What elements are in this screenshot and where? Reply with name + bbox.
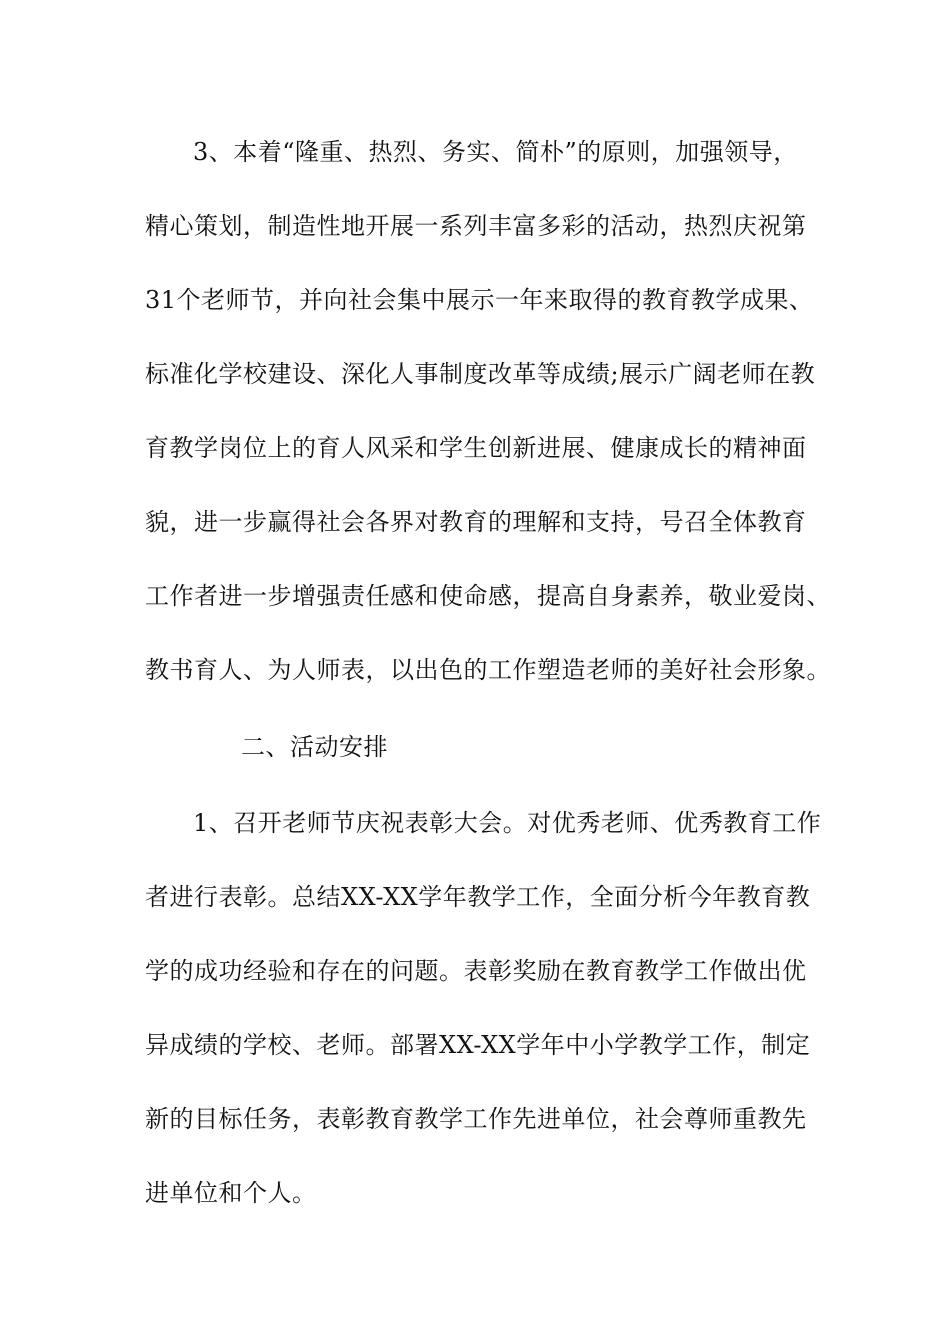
paragraph-3-line-3: 31个老师节，并向社会集中展示一年来取得的教育教学成果、 (145, 286, 814, 314)
paragraph-3-line-7: 工作者进一步增强责任感和使命感，提高自身素养，敬业爱岗、 (145, 582, 831, 610)
paragraph-1-line-4: 异成绩的学校、老师。部署XX-XX学年中小学教学工作，制定 (145, 1031, 811, 1059)
paragraph-3-line-4: 标准化学校建设、深化人事制度改革等成绩;展示广阔老师在教 (145, 360, 816, 388)
paragraph-1-line-3: 学的成功经验和存在的问题。表彰奖励在教育教学工作做出优 (145, 957, 807, 985)
paragraph-3-line-1: 3、本着“隆重、热烈、务实、简朴”的原则，加强领导， (193, 138, 798, 166)
paragraph-3-line-6: 貌，进一步赢得社会各界对教育的理解和支持，号召全体教育 (145, 508, 807, 536)
paragraph-1-line-6: 进单位和个人。 (145, 1179, 317, 1207)
paragraph-1-line-5: 新的目标任务，表彰教育教学工作先进单位，社会尊师重教先 (145, 1105, 807, 1133)
paragraph-1-line-2: 者进行表彰。总结XX-XX学年教学工作，全面分析今年教育教 (145, 883, 811, 911)
paragraph-3-line-5: 育教学岗位上的育人风采和学生创新进展、健康成长的精神面 (145, 434, 807, 462)
paragraph-1-line-1: 1、召开老师节庆祝表彰大会。对优秀老师、优秀教育工作 (193, 809, 822, 837)
section-heading: 二、活动安排 (241, 733, 388, 761)
paragraph-3-line-2: 精心策划，制造性地开展一系列丰富多彩的活动，热烈庆祝第 (145, 212, 807, 240)
paragraph-3-line-8: 教书育人、为人师表，以出色的工作塑造老师的美好社会形象。 (145, 656, 831, 684)
